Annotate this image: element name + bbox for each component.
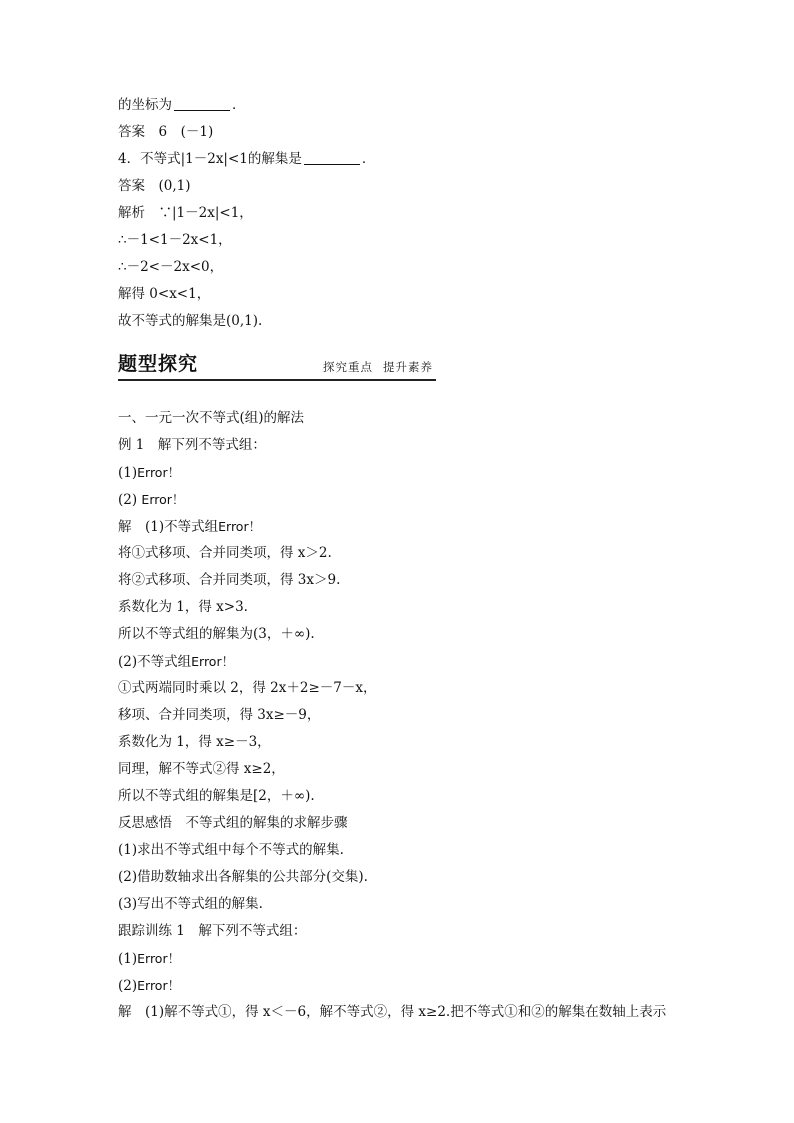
answer-blank [304,150,360,165]
formula-error-text: Error！ [137,978,181,993]
inequality-system-line [118,459,718,486]
formula-error-text: Error！ [218,519,262,534]
line-text: (1) [118,951,138,967]
inequality-system-line [118,945,718,972]
line-text: (2)不等式组 [118,654,192,670]
section-underline [118,379,436,381]
question-4-line [118,146,718,173]
subsection-heading: 一、一元一次不等式(组)的解法 [118,410,305,426]
formula-error-text: Error！ [137,951,181,966]
section-tag-left: 探究重点 [323,360,373,374]
section-title: 题型探究 [118,353,199,375]
solution-line: 将①式移项、合并同类项，得 x＞2. [118,545,332,561]
line-text: 的坐标为 [118,97,172,113]
solution-line: 所以不等式组的解集为(3，＋∞). [118,626,315,642]
section-header [118,341,718,391]
analysis-line: ∴－1<1－2x<1， [118,232,232,248]
solution-line: 将②式移项、合并同类项，得 3x＞9. [118,572,341,588]
section-tag-right: 提升素养 [383,360,433,374]
reflection-step: (3)写出不等式组的解集. [118,896,263,912]
solution-line: 所以不等式组的解集是[2，＋∞). [118,788,315,804]
example-heading: 例 1 解下列不等式组： [118,437,266,453]
answer-line: 答案 6 (－1) [118,124,214,140]
formula-error-text: Error！ [141,492,185,507]
solution-line: 系数化为 1，得 x≥－3， [118,734,271,750]
solution-line [118,648,718,675]
analysis-line: 故不等式的解集是(0,1). [118,313,263,329]
solution-line: ①式两端同时乘以 2，得 2x＋2≥－7－x， [118,680,377,696]
line-text: ． [361,151,376,167]
analysis-line: ∴－2<－2x<0， [118,259,224,275]
formula-error-text: Error！ [137,465,181,480]
line-text: 4．不等式|1－2x|<1的解集是 [118,151,302,167]
answer-blank [174,96,230,111]
solution-line: 系数化为 1，得 x>3. [118,599,248,615]
line-text: (2) [118,492,142,508]
solution-line: 同理，解不等式②得 x≥2， [118,761,285,777]
section-tag [323,359,433,375]
inequality-system-line [118,972,718,999]
formula-error-text: Error！ [191,654,235,669]
solution-line: 解 (1)解不等式①，得 x＜－6，解不等式②，得 x≥2.把不等式①和②的解集在数轴上表示 [118,1004,667,1020]
solution-line [118,513,718,540]
inequality-system-line [118,486,718,513]
answer-line: 答案 (0,1) [118,178,191,194]
reflection-step: (2)借助数轴求出各解集的公共部分(交集). [118,869,368,885]
practice-heading: 跟踪训练 1 解下列不等式组： [118,923,307,939]
analysis-line: 解析 ∵|1－2x|<1， [118,205,253,221]
line-text: ． [232,97,246,113]
question-3-end-line [118,92,718,119]
analysis-line: 解得 0<x<1， [118,286,211,302]
reflection-step: (1)求出不等式组中每个不等式的解集. [118,842,344,858]
solution-line: 移项、合并同类项，得 3x≥－9， [118,707,321,723]
line-text: (2) [118,978,138,994]
line-text: (1) [118,465,138,481]
document-page [118,92,718,1026]
line-text: 解 (1)不等式组 [118,519,219,535]
reflection-heading: 反思感悟 不等式组的解集的求解步骤 [118,815,348,831]
